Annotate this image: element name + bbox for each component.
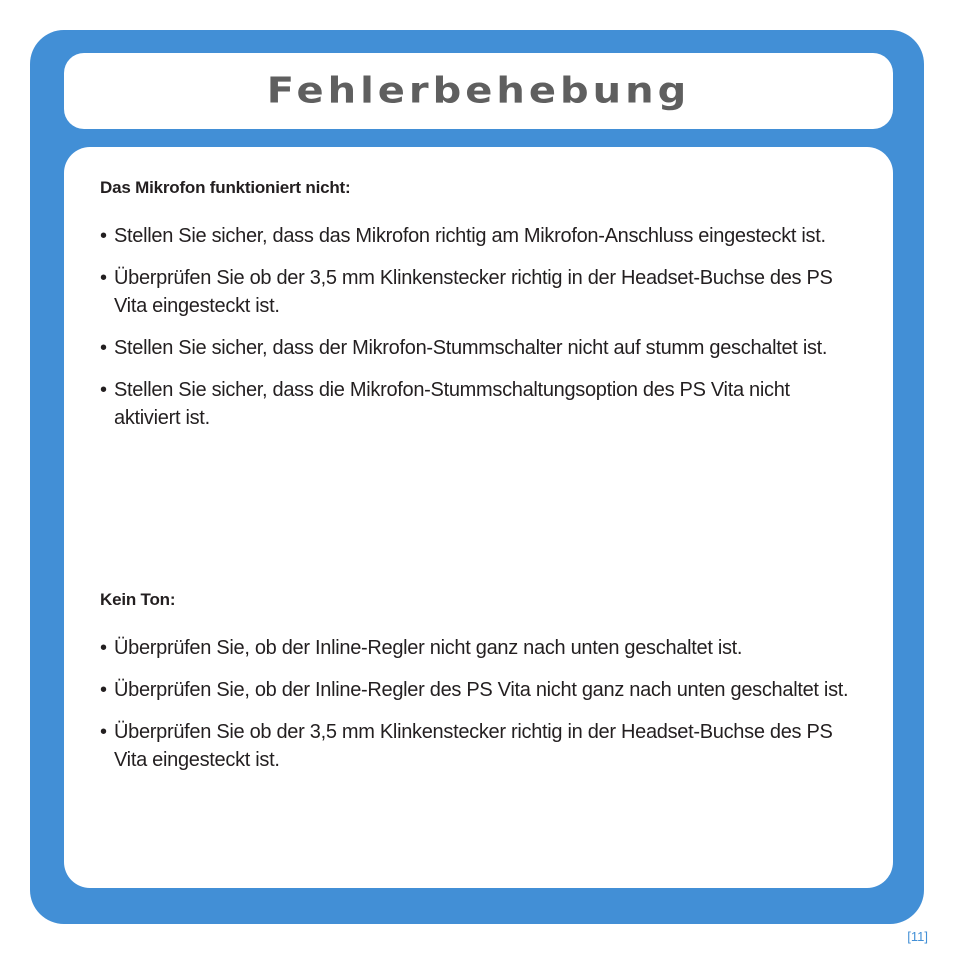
- list-item-text: Überprüfen Sie, ob der Inline-Regler nicht ganz nach unten geschaltet ist.: [114, 637, 743, 659]
- list-item: [100, 334, 860, 362]
- bullet-glyph: •: [100, 337, 107, 359]
- list-item-text: Stellen Sie sicher, dass die Mikrofon-Stummschaltungsoption des PS Vita nicht aktiviert ist.: [114, 379, 790, 429]
- section-microphone: [100, 177, 860, 446]
- bullet-glyph: •: [100, 225, 107, 247]
- bullet-glyph: •: [100, 267, 107, 289]
- list-item: [100, 264, 860, 320]
- list-item: [100, 676, 860, 704]
- list-item: [100, 718, 860, 774]
- bullet-list: [100, 634, 860, 774]
- content-box: [64, 147, 893, 888]
- section-no-sound: [100, 589, 860, 788]
- bullet-glyph: •: [100, 679, 107, 701]
- list-item-text: Stellen Sie sicher, dass das Mikrofon richtig am Mikrofon-Anschluss eingesteckt ist.: [114, 225, 826, 247]
- bullet-glyph: •: [100, 637, 107, 659]
- list-item: [100, 634, 860, 662]
- bullet-list: [100, 222, 860, 432]
- list-item-text: Überprüfen Sie ob der 3,5 mm Klinkenstecker richtig in der Headset-Buchse des PS Vita eingesteckt ist.: [114, 721, 833, 771]
- bullet-glyph: •: [100, 379, 107, 401]
- list-item: [100, 222, 860, 250]
- list-item: [100, 376, 860, 432]
- page-title: Fehlerbehebung: [266, 70, 691, 112]
- section-heading: Das Mikrofon funktioniert nicht:: [100, 178, 351, 197]
- title-box: [64, 53, 893, 129]
- list-item-text: Überprüfen Sie ob der 3,5 mm Klinkenstecker richtig in der Headset-Buchse des PS Vita eingesteckt ist.: [114, 267, 833, 317]
- list-item-text: Überprüfen Sie, ob der Inline-Regler des PS Vita nicht ganz nach unten geschaltet ist.: [114, 679, 849, 701]
- section-heading: Kein Ton:: [100, 590, 176, 609]
- list-item-text: Stellen Sie sicher, dass der Mikrofon-Stummschalter nicht auf stumm geschaltet ist.: [114, 337, 828, 359]
- page-number: [11]: [907, 929, 928, 944]
- bullet-glyph: •: [100, 721, 107, 743]
